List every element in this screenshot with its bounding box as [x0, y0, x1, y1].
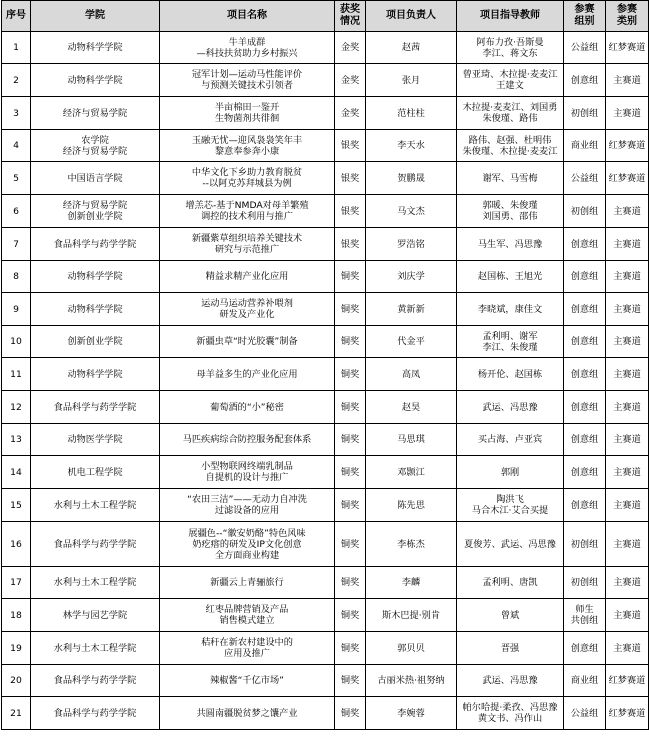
cell-project: 母羊益多生的产业化应用 [160, 358, 335, 391]
cell-advisor: 杨开伦、赵国栋 [457, 358, 564, 391]
cell-college: 经济与贸易学院 [31, 97, 160, 130]
cell-group: 初创组 [564, 567, 606, 599]
cell-college: 动物医学学院 [31, 424, 160, 456]
cell-college: 中国语言学院 [31, 162, 160, 195]
cell-track: 主赛道 [606, 391, 649, 424]
cell-project: 秸秆在新农村建设中的 应用及推广 [160, 632, 335, 665]
cell-seq: 1 [2, 32, 31, 64]
cell-college: 动物科学学院 [31, 358, 160, 391]
cell-track: 主赛道 [606, 632, 649, 665]
cell-track: 主赛道 [606, 567, 649, 599]
cell-college: 林学与园艺学院 [31, 599, 160, 632]
cell-track: 主赛道 [606, 293, 649, 326]
cell-leader: 陈先思 [366, 489, 457, 522]
cell-project: 葡萄酒的“小”秘密 [160, 391, 335, 424]
cell-leader: 代金平 [366, 326, 457, 358]
table-row [2, 489, 649, 522]
cell-group: 公益组 [564, 162, 606, 195]
cell-award: 金奖 [335, 64, 366, 97]
table-row [2, 456, 649, 489]
cell-track: 主赛道 [606, 228, 649, 261]
cell-advisor: 路伟、赵强、杜明伟 朱俊瑾、木拉提·麦麦江 [457, 130, 564, 162]
cell-advisor: 帕尔哈提·柔孜、冯思豫 黄文书、冯作山 [457, 697, 564, 730]
cell-college: 经济与贸易学院 创新创业学院 [31, 195, 160, 228]
cell-award: 铜奖 [335, 665, 366, 697]
cell-seq: 6 [2, 195, 31, 228]
cell-leader: 李天水 [366, 130, 457, 162]
cell-advisor: 木拉提·麦麦江、刘国勇 朱俊瑾、路伟 [457, 97, 564, 130]
cell-project: 新疆云上青骊旅行 [160, 567, 335, 599]
cell-award: 银奖 [335, 162, 366, 195]
cell-seq: 9 [2, 293, 31, 326]
cell-project: 展疆色--“徽安奶酪”特色风味 奶疙瘩的研发及IP文化创意 全方面商业构建 [160, 522, 335, 567]
cell-group: 初创组 [564, 97, 606, 130]
cell-leader: 罗浩铭 [366, 228, 457, 261]
table-row [2, 522, 649, 567]
header-leader: 项目负责人 [366, 1, 457, 32]
cell-leader: 张月 [366, 64, 457, 97]
cell-track: 红梦赛道 [606, 32, 649, 64]
cell-group: 创意组 [564, 326, 606, 358]
cell-track: 主赛道 [606, 64, 649, 97]
cell-project: 精益求精产业化应用 [160, 261, 335, 293]
table-row [2, 64, 649, 97]
cell-college: 水利与土木工程学院 [31, 489, 160, 522]
table-body [2, 32, 649, 730]
cell-group: 公益组 [564, 697, 606, 730]
table-row [2, 665, 649, 697]
cell-seq: 17 [2, 567, 31, 599]
cell-award: 银奖 [335, 195, 366, 228]
cell-award: 铜奖 [335, 567, 366, 599]
cell-leader: 马文杰 [366, 195, 457, 228]
table-row [2, 195, 649, 228]
cell-advisor: 曾斌 [457, 599, 564, 632]
cell-advisor: 郭刚 [457, 456, 564, 489]
cell-leader: 李栋杰 [366, 522, 457, 567]
cell-advisor: 买占海、卢亚宾 [457, 424, 564, 456]
table-row [2, 697, 649, 730]
cell-leader: 黄新新 [366, 293, 457, 326]
cell-seq: 20 [2, 665, 31, 697]
cell-advisor: 陶洪飞 马合木江·艾合买提 [457, 489, 564, 522]
cell-seq: 4 [2, 130, 31, 162]
table-row [2, 228, 649, 261]
cell-advisor: 武运、冯思豫 [457, 665, 564, 697]
cell-award: 铜奖 [335, 293, 366, 326]
table-row [2, 97, 649, 130]
cell-award: 铜奖 [335, 326, 366, 358]
cell-seq: 11 [2, 358, 31, 391]
cell-project: 增羔芯-基于NMDA对母羊繁殖 调控的技术利用与推广 [160, 195, 335, 228]
cell-leader: 高凤 [366, 358, 457, 391]
cell-advisor: 武运、冯思豫 [457, 391, 564, 424]
cell-project: 中华文化下乡助力教育脱贫 --以阿克苏拜城县为例 [160, 162, 335, 195]
cell-award: 金奖 [335, 97, 366, 130]
cell-college: 机电工程学院 [31, 456, 160, 489]
cell-project: 辣椒酱“千亿市场” [160, 665, 335, 697]
cell-group: 创意组 [564, 632, 606, 665]
cell-group: 创意组 [564, 391, 606, 424]
cell-leader: 李婉蓉 [366, 697, 457, 730]
cell-leader: 贺鹏晟 [366, 162, 457, 195]
cell-track: 红梦赛道 [606, 130, 649, 162]
cell-group: 初创组 [564, 522, 606, 567]
cell-advisor: 曾亚琦、木拉提·麦麦江 王建文 [457, 64, 564, 97]
cell-leader: 邓颢江 [366, 456, 457, 489]
cell-advisor: 阿布力孜·吾斯曼 李江、蒋文东 [457, 32, 564, 64]
cell-group: 创意组 [564, 424, 606, 456]
cell-leader: 赵昊 [366, 391, 457, 424]
cell-award: 铜奖 [335, 599, 366, 632]
cell-group: 初创组 [564, 195, 606, 228]
cell-project: 新疆紫草组织培养关键技术 研究与示范推广 [160, 228, 335, 261]
cell-group: 创意组 [564, 358, 606, 391]
cell-project: 半亩棉田一鉴开 生物菌剂共徘徊 [160, 97, 335, 130]
table-row [2, 162, 649, 195]
cell-award: 银奖 [335, 130, 366, 162]
cell-track: 红梦赛道 [606, 162, 649, 195]
cell-seq: 12 [2, 391, 31, 424]
table-row [2, 32, 649, 64]
cell-college: 食品科学与药学学院 [31, 391, 160, 424]
cell-advisor: 孟利明、唐凯 [457, 567, 564, 599]
cell-track: 主赛道 [606, 195, 649, 228]
header-track: 参赛 类别 [606, 1, 649, 32]
cell-group: 商业组 [564, 130, 606, 162]
cell-project: “农田三洁”——无动力自冲洗 过滤设备的应用 [160, 489, 335, 522]
cell-award: 铜奖 [335, 697, 366, 730]
cell-seq: 15 [2, 489, 31, 522]
cell-track: 主赛道 [606, 424, 649, 456]
cell-track: 主赛道 [606, 326, 649, 358]
cell-college: 食品科学与药学学院 [31, 228, 160, 261]
table-row [2, 567, 649, 599]
cell-college: 食品科学与药学学院 [31, 697, 160, 730]
table-row [2, 599, 649, 632]
cell-track: 主赛道 [606, 456, 649, 489]
table-row [2, 358, 649, 391]
cell-college: 动物科学学院 [31, 32, 160, 64]
header-project: 项目名称 [160, 1, 335, 32]
cell-award: 铜奖 [335, 358, 366, 391]
cell-seq: 18 [2, 599, 31, 632]
cell-project: 马匹疾病综合防控服务配套体系 [160, 424, 335, 456]
cell-project: 玉融无忧—迎风袅袅笑年丰 黎意奉参奔小康 [160, 130, 335, 162]
cell-award: 铜奖 [335, 456, 366, 489]
cell-leader: 刘庆学 [366, 261, 457, 293]
cell-group: 创意组 [564, 293, 606, 326]
cell-seq: 8 [2, 261, 31, 293]
cell-track: 主赛道 [606, 599, 649, 632]
cell-project: 新疆虫草“时光胶囊”制备 [160, 326, 335, 358]
header-advisor: 项目指导教师 [457, 1, 564, 32]
cell-award: 金奖 [335, 32, 366, 64]
cell-advisor: 谢军、马雪梅 [457, 162, 564, 195]
header-group: 参赛 组别 [564, 1, 606, 32]
cell-award: 铜奖 [335, 522, 366, 567]
cell-college: 水利与土木工程学院 [31, 632, 160, 665]
table-row [2, 326, 649, 358]
cell-seq: 16 [2, 522, 31, 567]
cell-project: 小型物联网终端乳制品 自提机的设计与推广 [160, 456, 335, 489]
cell-project: 红枣品牌营销及产品 销售模式建立 [160, 599, 335, 632]
table-row [2, 261, 649, 293]
cell-award: 铜奖 [335, 489, 366, 522]
cell-seq: 13 [2, 424, 31, 456]
cell-group: 创意组 [564, 228, 606, 261]
cell-college: 动物科学学院 [31, 261, 160, 293]
cell-seq: 3 [2, 97, 31, 130]
cell-leader: 赵茜 [366, 32, 457, 64]
cell-seq: 21 [2, 697, 31, 730]
cell-seq: 14 [2, 456, 31, 489]
cell-track: 主赛道 [606, 97, 649, 130]
cell-group: 创意组 [564, 64, 606, 97]
cell-advisor: 夏俊芳、武运、冯思豫 [457, 522, 564, 567]
cell-leader: 古丽米热·祖努纳 [366, 665, 457, 697]
cell-seq: 7 [2, 228, 31, 261]
cell-award: 银奖 [335, 228, 366, 261]
table-row [2, 391, 649, 424]
cell-project: 运动马运动营养补喂剂 研发及产业化 [160, 293, 335, 326]
cell-group: 公益组 [564, 32, 606, 64]
cell-seq: 10 [2, 326, 31, 358]
cell-award: 铜奖 [335, 424, 366, 456]
cell-project: 牛羊成群 —科技扶贫助力乡村振兴 [160, 32, 335, 64]
cell-track: 红梦赛道 [606, 697, 649, 730]
cell-advisor: 马生军、冯思豫 [457, 228, 564, 261]
cell-project: 冠军计划—运动马性能评价 与预测关键技术引领者 [160, 64, 335, 97]
cell-leader: 马思琪 [366, 424, 457, 456]
award-table [1, 0, 649, 730]
cell-college: 农学院 经济与贸易学院 [31, 130, 160, 162]
cell-advisor: 郭暖、朱俊瑾 刘国勇、邵伟 [457, 195, 564, 228]
cell-leader: 李麟 [366, 567, 457, 599]
cell-seq: 19 [2, 632, 31, 665]
cell-college: 食品科学与药学学院 [31, 665, 160, 697]
cell-track: 主赛道 [606, 489, 649, 522]
cell-group: 创意组 [564, 456, 606, 489]
header-award: 获奖 情况 [335, 1, 366, 32]
cell-college: 动物科学学院 [31, 64, 160, 97]
cell-advisor: 晋强 [457, 632, 564, 665]
table-header-row [2, 1, 649, 32]
table-row [2, 632, 649, 665]
cell-advisor: 李晓斌，康佳文 [457, 293, 564, 326]
cell-group: 师生 共创组 [564, 599, 606, 632]
header-college: 学院 [31, 1, 160, 32]
cell-seq: 5 [2, 162, 31, 195]
cell-college: 食品科学与药学学院 [31, 522, 160, 567]
cell-seq: 2 [2, 64, 31, 97]
cell-track: 主赛道 [606, 522, 649, 567]
cell-award: 铜奖 [335, 261, 366, 293]
cell-award: 铜奖 [335, 391, 366, 424]
cell-group: 商业组 [564, 665, 606, 697]
cell-college: 动物科学学院 [31, 293, 160, 326]
cell-leader: 郭贝贝 [366, 632, 457, 665]
cell-leader: 斯木巴提·别肯 [366, 599, 457, 632]
cell-track: 主赛道 [606, 358, 649, 391]
cell-college: 创新创业学院 [31, 326, 160, 358]
table-row [2, 130, 649, 162]
cell-group: 创意组 [564, 261, 606, 293]
cell-track: 红梦赛道 [606, 665, 649, 697]
cell-group: 创意组 [564, 489, 606, 522]
cell-track: 主赛道 [606, 261, 649, 293]
cell-advisor: 赵国栋、王旭光 [457, 261, 564, 293]
header-seq: 序号 [2, 1, 31, 32]
cell-award: 铜奖 [335, 632, 366, 665]
cell-college: 水利与土木工程学院 [31, 567, 160, 599]
cell-project: 共圆南疆脱贫梦之馕产业 [160, 697, 335, 730]
cell-advisor: 孟利明、谢军 李江、朱俊瑾 [457, 326, 564, 358]
table-row [2, 424, 649, 456]
cell-leader: 范柱柱 [366, 97, 457, 130]
table-row [2, 293, 649, 326]
